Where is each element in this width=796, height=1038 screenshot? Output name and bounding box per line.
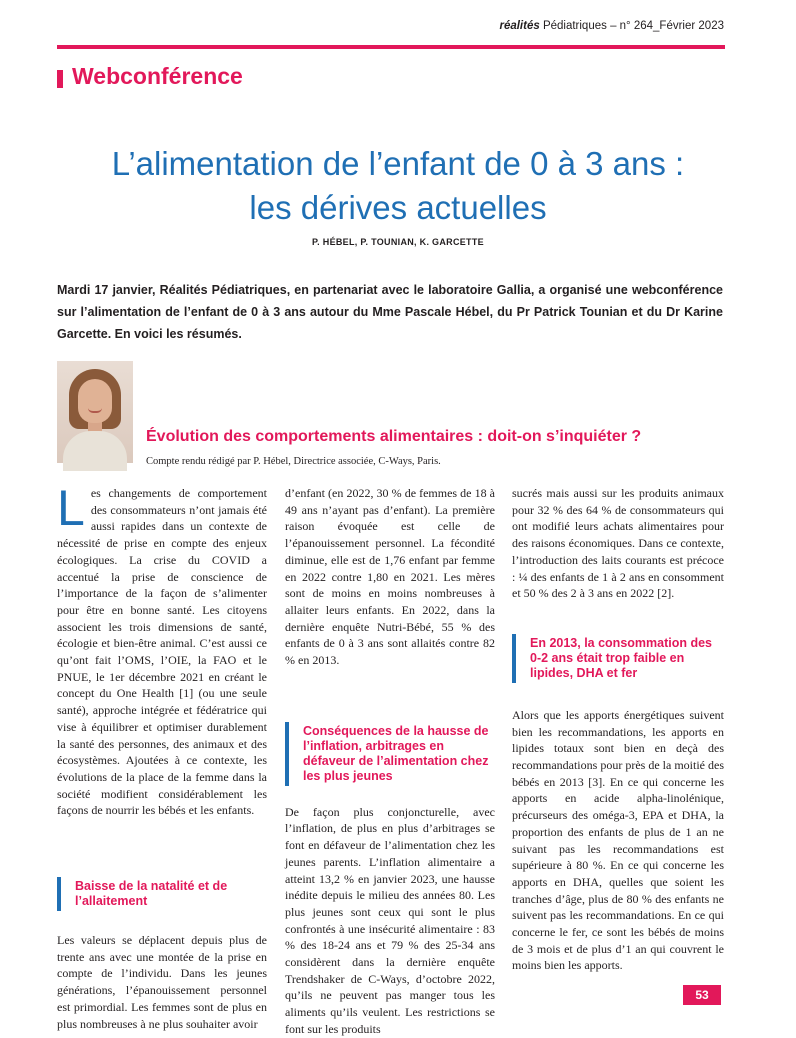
article-credit: Compte rendu rédigé par P. Hébel, Directrice associée, C-Ways, Paris. [146,456,441,467]
paragraph: d’enfant (en 2022, 30 % de femmes de 18 à 49 ans n’ayant pas d’enfant). La première raison évoquée est celle de l’épanouissement personnel. La fécondité diminue, elle est de 1,76 enfant par femme en 2022 contre 1,80 en 2021. Les mères sont de moins en moins nombreuses à allaiter leurs enfants. En 2022, dans la dernière enquête Nutri-Bébé, 55 % des enfants de 0 à 3 ans sont allaités contre 82 % en 2013. [285,486,495,668]
sub-article-title: Évolution des comportements alimentaires : doit-on s’inquiéter ? [146,428,642,445]
journal-header [499,20,724,32]
page-number: 53 [683,985,721,1005]
section-marker [57,70,63,88]
section-label: Webconférence [72,63,243,89]
paragraph: Les valeurs se déplacent depuis plus de trente ans avec une montée de la prise en compte de l’individu. Dans les jeunes générations, l’épanouissement personnel est primordial. Les femmes sont de plus en plus nombreuses à ne plus souhaiter avoir [57,933,267,1031]
header-rule [57,45,725,49]
paragraph [57,480,267,819]
article-title [57,142,739,230]
paragraph: Alors que les apports énergétiques suivent bien les recommandations, les apports en lipides totaux sont bien en deçà des recommandations pour près de la moitié des bébés en 2013 [3]. En ce qui concerne les apports en acide alpha-linolénique, précurseurs des oméga-3, EPA et DHA, la proportion des enfants de plus de 1 an ne suivant pas les recommandations est supérieure à 80 %. En ce qui concerne les apports en DHA, quelles que soient les tranches d’âge, plus de 80 % des enfants ne suivent pas les recommandations. En ce qui concerne le fer, ce sont les bébés de moins de 3 mois et de plus d’1 an qui couvrent le moins bien les apports. [512,707,724,973]
column-3 [512,485,724,974]
title-line-1: L’alimentation de l’enfant de 0 à 3 ans : [111,145,685,182]
journal-issue: Pédiatriques – n° 264_Février 2023 [539,20,724,32]
intro-paragraph: Mardi 17 janvier, Réalités Pédiatriques, en partenariat avec le laboratoire Gallia, a organisé une webconférence sur l’alimentation de l’enfant de 0 à 3 ans autour du Mme Pascale Hébel, du Pr Patrick Tounian et du Dr Karine Garcette. En voici les résumés. [57,283,723,341]
subheading: Conséquences de la hausse de l’inflation, arbitrages en défaveur de l’alimentation chez les plus jeunes [285,722,495,786]
subheading: En 2013, la consommation des 0-2 ans était trop faible en lipides, DHA et fer [512,634,724,683]
title-line-2: les dérives actuelles [249,189,547,226]
paragraph-text: es changements de comportement des consommateurs n’ont jamais été aussi rapides dans un contexte de nécessité de prise en compte des enjeux écologiques. La crise du COVID a accentué la prise de conscience de l’importance de la façon de s’alimenter pour être en bonne santé. Les citoyens associent les trois dimensions de santé, écologie et bien-être animal. C’est aussi ce qu’ont fait l’OMS, l’OIE, la FAO et le PNUE, le 1er décembre 2021 en créant le concept du One Health [1] (ou une seule santé), approche intégrée et fédératrice qui vise à équilibrer et optimiser durablement la santé des personnes, des animaux et des écosystèmes. Ajoutées à ce contexte, les évolutions de la place de la femme dans la société modifient considérablement les façons de nourrir les bébés et les enfants. [57,486,267,818]
subheading: Baisse de la natalité et de l’allaitement [57,877,267,911]
column-2 [285,485,495,1038]
column-1 [57,480,267,1032]
drop-cap: L [57,480,85,536]
paragraph: De façon plus conjoncturelle, avec l’inflation, de plus en plus d’arbitrages se font en défaveur de l’alimentation chez les jeunes parents. L’inflation alimentaire a atteint 13,2 % en janvier 2023, une hausse inédite depuis le milieu des années 80. Les plus jeunes sont ceux qui sont le plus confrontés à une insécurité alimentaire : 83 % des 18-24 ans et 79 % des 25-34 ans considèrent dans la dernière enquête Trendshaker de C-Ways, d’octobre 2022, qu’ils ne peuvent pas manger tous les aliments qu’ils veulent. Les restrictions se font sur les produits [285,804,495,1036]
paragraph: sucrés mais aussi sur les produits animaux pour 32 % des 64 % de consommateurs qui ont modifié leurs achats alimentaires pour des raisons économiques. Dans ce contexte, l’introduction des laits courants est précoce : ¼ des enfants de 1 à 2 ans en consomment et 50 % des 2 à 3 ans en 2022 [2]. [512,486,724,601]
authors: P. HÉBEL, P. TOUNIAN, K. GARCETTE [312,237,484,247]
author-photo [57,361,133,463]
journal-brand: réalités [499,20,540,32]
